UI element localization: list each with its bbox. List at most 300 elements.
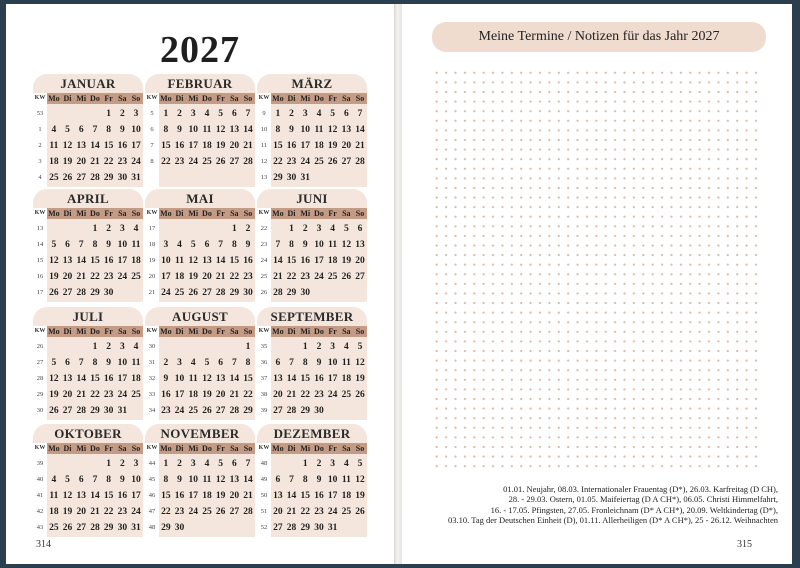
day-cell: 20 — [273, 507, 283, 517]
week-number: 12 — [260, 158, 268, 165]
week-number: 20 — [148, 273, 156, 280]
week-row — [145, 221, 255, 237]
day-cell: 16 — [314, 491, 324, 501]
weekday-label: So — [131, 209, 141, 218]
month-september — [257, 307, 367, 420]
day-cell: 14 — [286, 491, 297, 501]
day-cell — [159, 221, 173, 237]
day-cell: 9 — [163, 374, 169, 384]
day-cell: 12 — [341, 240, 352, 250]
day-cell: 28 — [273, 288, 283, 298]
day-cell: 17 — [161, 272, 171, 282]
day-cell — [200, 301, 214, 302]
day-cell: 18 — [202, 491, 212, 501]
day-cell: 26 — [49, 288, 59, 298]
day-cell: 27 — [341, 157, 352, 167]
week-row — [257, 355, 367, 371]
week-row — [145, 456, 255, 472]
day-cell: 4 — [204, 459, 210, 469]
day-cell: 10 — [131, 475, 141, 485]
day-cell: 23 — [174, 507, 185, 517]
day-cell — [241, 301, 255, 302]
day-cell: 17 — [131, 141, 141, 151]
day-cell: 11 — [175, 256, 185, 266]
weekday-label: Fr — [104, 327, 113, 336]
week-number: 4 — [38, 174, 42, 181]
day-cell: 15 — [103, 141, 114, 151]
week-number: 21 — [148, 289, 156, 296]
day-cell: 12 — [355, 475, 365, 485]
day-cell: 2 — [177, 109, 182, 119]
weekday-label: Mi — [300, 94, 311, 103]
day-cell: 23 — [103, 272, 114, 282]
day-cell: 22 — [300, 507, 310, 517]
month-name: JUNI — [296, 191, 328, 206]
day-cell: 28 — [76, 288, 86, 298]
day-cell: 4 — [330, 224, 336, 234]
day-cell: 29 — [103, 173, 114, 183]
day-cell: 2 — [106, 224, 112, 234]
day-cell: 4 — [343, 342, 349, 352]
day-cell: 1 — [302, 459, 308, 469]
day-cell — [186, 221, 200, 237]
day-cell: 20 — [76, 507, 86, 517]
day-cell: 15 — [161, 141, 171, 151]
day-cell: 8 — [92, 240, 98, 250]
day-cell — [340, 285, 354, 301]
day-cell: 8 — [92, 358, 98, 368]
day-cell: 24 — [188, 507, 198, 517]
weekday-label: Mi — [300, 209, 311, 218]
day-cell: 21 — [76, 272, 86, 282]
month-januar — [33, 74, 143, 187]
day-cell: 8 — [245, 358, 251, 368]
weekday-header — [33, 326, 143, 337]
day-cell: 4 — [204, 109, 210, 119]
day-cell: 2 — [163, 358, 169, 368]
day-cell: 23 — [117, 507, 128, 517]
day-cell — [228, 520, 242, 536]
day-cell: 18 — [202, 141, 212, 151]
weekday-label: Di — [175, 327, 184, 336]
day-cell: 27 — [273, 523, 283, 533]
day-cell: 23 — [117, 157, 128, 167]
day-cell: 4 — [51, 125, 57, 135]
week-number: 26 — [260, 289, 268, 296]
day-cell: 29 — [90, 288, 100, 298]
dot-grid — [432, 68, 762, 468]
day-cell: 3 — [119, 342, 125, 352]
day-cell: 24 — [300, 157, 310, 167]
day-cell: 17 — [188, 141, 198, 151]
notes-title: Meine Termine / Notizen für das Jahr 2027 — [432, 22, 766, 52]
month-name: AUGUST — [172, 309, 228, 324]
day-cell: 21 — [215, 272, 226, 282]
weekday-label: Sa — [342, 327, 351, 336]
day-cell — [74, 221, 88, 237]
week-row — [145, 237, 255, 253]
day-cell: 31 — [131, 173, 141, 183]
week-row — [257, 170, 367, 186]
kw-label: KW — [257, 443, 271, 454]
day-cell: 3 — [190, 459, 196, 469]
week-row — [145, 122, 255, 138]
day-cell: 15 — [90, 256, 100, 266]
day-cell: 7 — [357, 109, 363, 119]
day-cell: 10 — [188, 475, 198, 485]
kw-label: KW — [257, 326, 271, 337]
day-cell — [186, 301, 200, 302]
day-cell: 15 — [286, 256, 297, 266]
weekday-label: Mo — [160, 209, 172, 218]
day-cell: 18 — [314, 141, 324, 151]
day-cell: 10 — [314, 240, 324, 250]
day-cell: 12 — [49, 256, 59, 266]
day-cell: 12 — [188, 256, 198, 266]
day-cell: 14 — [76, 256, 86, 266]
day-cell: 19 — [215, 491, 226, 501]
day-cell: 30 — [117, 523, 128, 533]
week-row — [33, 387, 143, 403]
day-cell: 17 — [314, 256, 324, 266]
day-cell: 9 — [245, 240, 251, 250]
week-number — [145, 419, 159, 420]
weekday-label: Fr — [216, 444, 225, 453]
week-row — [33, 456, 143, 472]
week-number: 32 — [148, 375, 156, 382]
week-number: 38 — [260, 391, 268, 398]
day-cell — [129, 403, 143, 419]
day-cell: 16 — [243, 256, 253, 266]
day-cell — [74, 456, 88, 472]
day-cell: 14 — [215, 256, 226, 266]
weekday-label: Di — [63, 94, 72, 103]
weekday-label: Mi — [188, 209, 199, 218]
day-cell: 3 — [330, 342, 336, 352]
day-cell: 29 — [103, 523, 114, 533]
day-cell — [173, 221, 187, 237]
day-cell: 13 — [76, 491, 86, 501]
day-cell: 17 — [131, 491, 141, 501]
day-cell: 13 — [229, 475, 240, 485]
day-cell: 21 — [286, 507, 297, 517]
day-cell: 16 — [314, 374, 324, 384]
day-cell: 28 — [243, 157, 253, 167]
day-cell — [214, 301, 228, 302]
day-cell: 16 — [103, 374, 114, 384]
day-cell: 1 — [231, 224, 237, 234]
weekday-label: Mi — [76, 209, 87, 218]
weekday-label: So — [131, 94, 141, 103]
day-cell: 24 — [117, 390, 128, 400]
weekday-label: Fr — [216, 327, 225, 336]
week-row — [145, 138, 255, 154]
month-juni — [257, 189, 367, 302]
week-number: 8 — [150, 158, 154, 165]
day-cell — [326, 285, 340, 301]
day-cell: 5 — [343, 224, 349, 234]
day-cell — [271, 456, 285, 472]
day-cell: 9 — [177, 475, 182, 485]
weekday-header — [33, 443, 143, 454]
weekday-label: Sa — [342, 209, 351, 218]
month-name: MÄRZ — [291, 76, 333, 91]
day-cell: 13 — [76, 141, 86, 151]
day-cell: 27 — [355, 272, 365, 282]
weekday-label: Mo — [48, 327, 60, 336]
day-cell: 10 — [174, 374, 185, 384]
day-cell: 30 — [103, 406, 114, 416]
day-cell: 11 — [131, 358, 141, 368]
day-cell: 2 — [106, 342, 112, 352]
day-cell: 28 — [90, 523, 100, 533]
week-row — [33, 253, 143, 269]
weekday-header — [33, 208, 143, 219]
day-cell: 21 — [286, 390, 297, 400]
week-row — [33, 472, 143, 488]
day-cell: 11 — [314, 125, 324, 135]
day-cell: 3 — [119, 224, 125, 234]
weekday-label: Mo — [160, 444, 172, 453]
month-name: NOVEMBER — [160, 426, 240, 441]
kw-label: KW — [33, 208, 47, 219]
day-cell: 27 — [76, 173, 86, 183]
day-cell: 25 — [327, 272, 338, 282]
month-name: APRIL — [67, 191, 109, 206]
weekday-label: Do — [202, 94, 212, 103]
day-cell: 22 — [300, 390, 310, 400]
day-cell — [312, 285, 326, 301]
day-cell: 28 — [90, 173, 100, 183]
week-number: 11 — [260, 142, 268, 149]
month-name: JANUAR — [60, 76, 116, 91]
day-cell — [47, 106, 61, 122]
day-cell — [186, 339, 200, 355]
week-row — [145, 285, 255, 301]
day-cell: 28 — [76, 406, 86, 416]
day-cell — [326, 403, 340, 419]
day-cell: 5 — [65, 475, 70, 485]
week-row — [257, 138, 367, 154]
day-cell: 13 — [355, 240, 365, 250]
day-cell: 31 — [327, 523, 338, 533]
day-cell: 29 — [300, 406, 310, 416]
day-cell: 1 — [106, 109, 112, 119]
day-cell: 21 — [355, 141, 365, 151]
week-row — [257, 154, 367, 170]
day-cell: 27 — [62, 406, 73, 416]
day-cell: 8 — [106, 125, 112, 135]
day-cell: 19 — [355, 374, 365, 384]
day-cell: 4 — [190, 358, 196, 368]
day-cell: 8 — [302, 358, 308, 368]
day-cell: 10 — [327, 475, 338, 485]
book-gutter — [394, 4, 402, 564]
week-number: 31 — [148, 359, 156, 366]
day-cell: 1 — [92, 342, 98, 352]
week-row — [145, 269, 255, 285]
day-cell: 16 — [117, 141, 128, 151]
day-cell — [74, 106, 88, 122]
week-number: 51 — [260, 508, 268, 515]
day-cell: 25 — [341, 507, 352, 517]
day-cell: 14 — [90, 141, 100, 151]
day-cell: 15 — [273, 141, 283, 151]
day-cell: 29 — [161, 523, 171, 533]
day-cell: 11 — [328, 240, 338, 250]
week-row — [33, 237, 143, 253]
year-title: 2027 — [160, 29, 240, 71]
day-cell: 20 — [229, 141, 240, 151]
day-cell: 18 — [49, 507, 59, 517]
week-row — [33, 371, 143, 387]
weekday-label: Do — [314, 444, 324, 453]
day-cell: 2 — [316, 342, 322, 352]
day-cell: 9 — [316, 358, 322, 368]
day-cell: 26 — [341, 272, 352, 282]
day-cell — [116, 285, 130, 301]
week-number: 10 — [260, 126, 268, 133]
week-number: 43 — [36, 524, 44, 531]
week-row — [33, 355, 143, 371]
week-number: 46 — [148, 492, 156, 499]
day-cell: 17 — [327, 374, 338, 384]
weekday-label: Do — [314, 327, 324, 336]
week-row — [145, 106, 255, 122]
month-märz — [257, 74, 367, 187]
week-row — [145, 504, 255, 520]
day-cell: 6 — [204, 240, 210, 250]
week-row — [257, 221, 367, 237]
weekday-header — [145, 326, 255, 337]
day-cell: 28 — [286, 523, 297, 533]
day-cell: 11 — [341, 475, 351, 485]
day-cell: 6 — [78, 475, 84, 485]
day-cell: 6 — [65, 240, 70, 250]
day-cell — [186, 419, 200, 420]
day-cell: 1 — [289, 224, 294, 234]
week-number: 42 — [36, 508, 44, 515]
day-cell — [353, 520, 367, 536]
week-row — [257, 269, 367, 285]
day-cell: 22 — [229, 272, 240, 282]
week-number: 53 — [36, 110, 44, 117]
month-april — [33, 189, 143, 302]
week-row — [257, 371, 367, 387]
day-cell — [74, 339, 88, 355]
day-cell: 24 — [131, 157, 141, 167]
weekday-label: Do — [202, 209, 212, 218]
week-row — [145, 387, 255, 403]
day-cell: 22 — [90, 390, 100, 400]
day-cell: 3 — [302, 109, 308, 119]
day-cell: 9 — [106, 358, 112, 368]
week-number: 48 — [260, 460, 268, 467]
weekday-label: Do — [90, 327, 100, 336]
week-number — [145, 301, 159, 302]
week-number: 41 — [36, 492, 44, 499]
day-cell: 25 — [188, 406, 198, 416]
holiday-line: 28. - 29.03. Ostern, 01.05. Maifeiertag (D A CH*), 06.05. Christi Himmelfahrt, — [508, 494, 778, 505]
week-row — [33, 403, 143, 419]
weekday-header — [145, 208, 255, 219]
day-cell: 6 — [231, 109, 237, 119]
week-row — [33, 488, 143, 504]
week-number: 33 — [148, 391, 156, 398]
day-cell: 14 — [76, 374, 86, 384]
weekday-label: Fr — [104, 444, 113, 453]
day-cell — [340, 403, 354, 419]
weekday-label: So — [243, 209, 253, 218]
week-number: 30 — [148, 343, 156, 350]
day-cell: 12 — [62, 491, 73, 501]
weekday-label: Di — [287, 444, 296, 453]
day-cell: 10 — [300, 125, 310, 135]
day-cell — [61, 339, 75, 355]
day-cell: 1 — [92, 224, 98, 234]
day-cell: 9 — [119, 125, 125, 135]
day-cell — [353, 403, 367, 419]
day-cell: 15 — [243, 374, 253, 384]
day-cell: 5 — [218, 459, 224, 469]
weekday-label: Di — [175, 444, 184, 453]
day-cell: 10 — [131, 125, 141, 135]
weekday-label: Mo — [48, 94, 60, 103]
kw-label: KW — [33, 93, 47, 104]
day-cell: 1 — [245, 342, 251, 352]
day-cell: 17 — [117, 374, 128, 384]
day-cell: 25 — [314, 157, 324, 167]
day-cell: 29 — [243, 406, 253, 416]
weekday-label: So — [243, 327, 253, 336]
day-cell: 11 — [49, 491, 59, 501]
day-cell: 7 — [92, 475, 98, 485]
day-cell: 18 — [188, 390, 198, 400]
week-number: 39 — [260, 407, 268, 414]
day-cell: 28 — [286, 406, 297, 416]
day-cell: 23 — [314, 390, 324, 400]
day-cell: 14 — [286, 374, 297, 384]
week-row — [145, 371, 255, 387]
day-cell: 31 — [300, 173, 310, 183]
day-cell — [173, 339, 187, 355]
day-cell: 26 — [62, 523, 73, 533]
day-cell: 24 — [327, 507, 338, 517]
day-cell: 30 — [300, 288, 310, 298]
day-cell: 19 — [327, 141, 338, 151]
holiday-line: 16. - 17.05. Pfingsten, 27.05. Fronleichnam (D* A CH*), 20.09. Weltkindertag (D*), — [490, 504, 778, 515]
weekday-label: Di — [287, 209, 296, 218]
week-number: 13 — [36, 225, 44, 232]
week-row — [257, 237, 367, 253]
day-cell: 20 — [215, 390, 226, 400]
week-row — [145, 419, 255, 420]
day-cell: 21 — [76, 390, 86, 400]
day-cell: 20 — [355, 256, 365, 266]
day-cell: 3 — [163, 240, 169, 250]
weekday-label: Mo — [272, 444, 284, 453]
week-number: 39 — [36, 460, 44, 467]
day-cell — [61, 106, 75, 122]
day-cell: 22 — [161, 157, 171, 167]
day-cell: 1 — [275, 109, 281, 119]
weekday-label: Sa — [342, 444, 351, 453]
day-cell: 10 — [327, 358, 338, 368]
week-number: 15 — [36, 257, 44, 264]
month-juli — [33, 307, 143, 420]
month-mai — [145, 189, 255, 302]
day-cell: 14 — [243, 125, 253, 135]
